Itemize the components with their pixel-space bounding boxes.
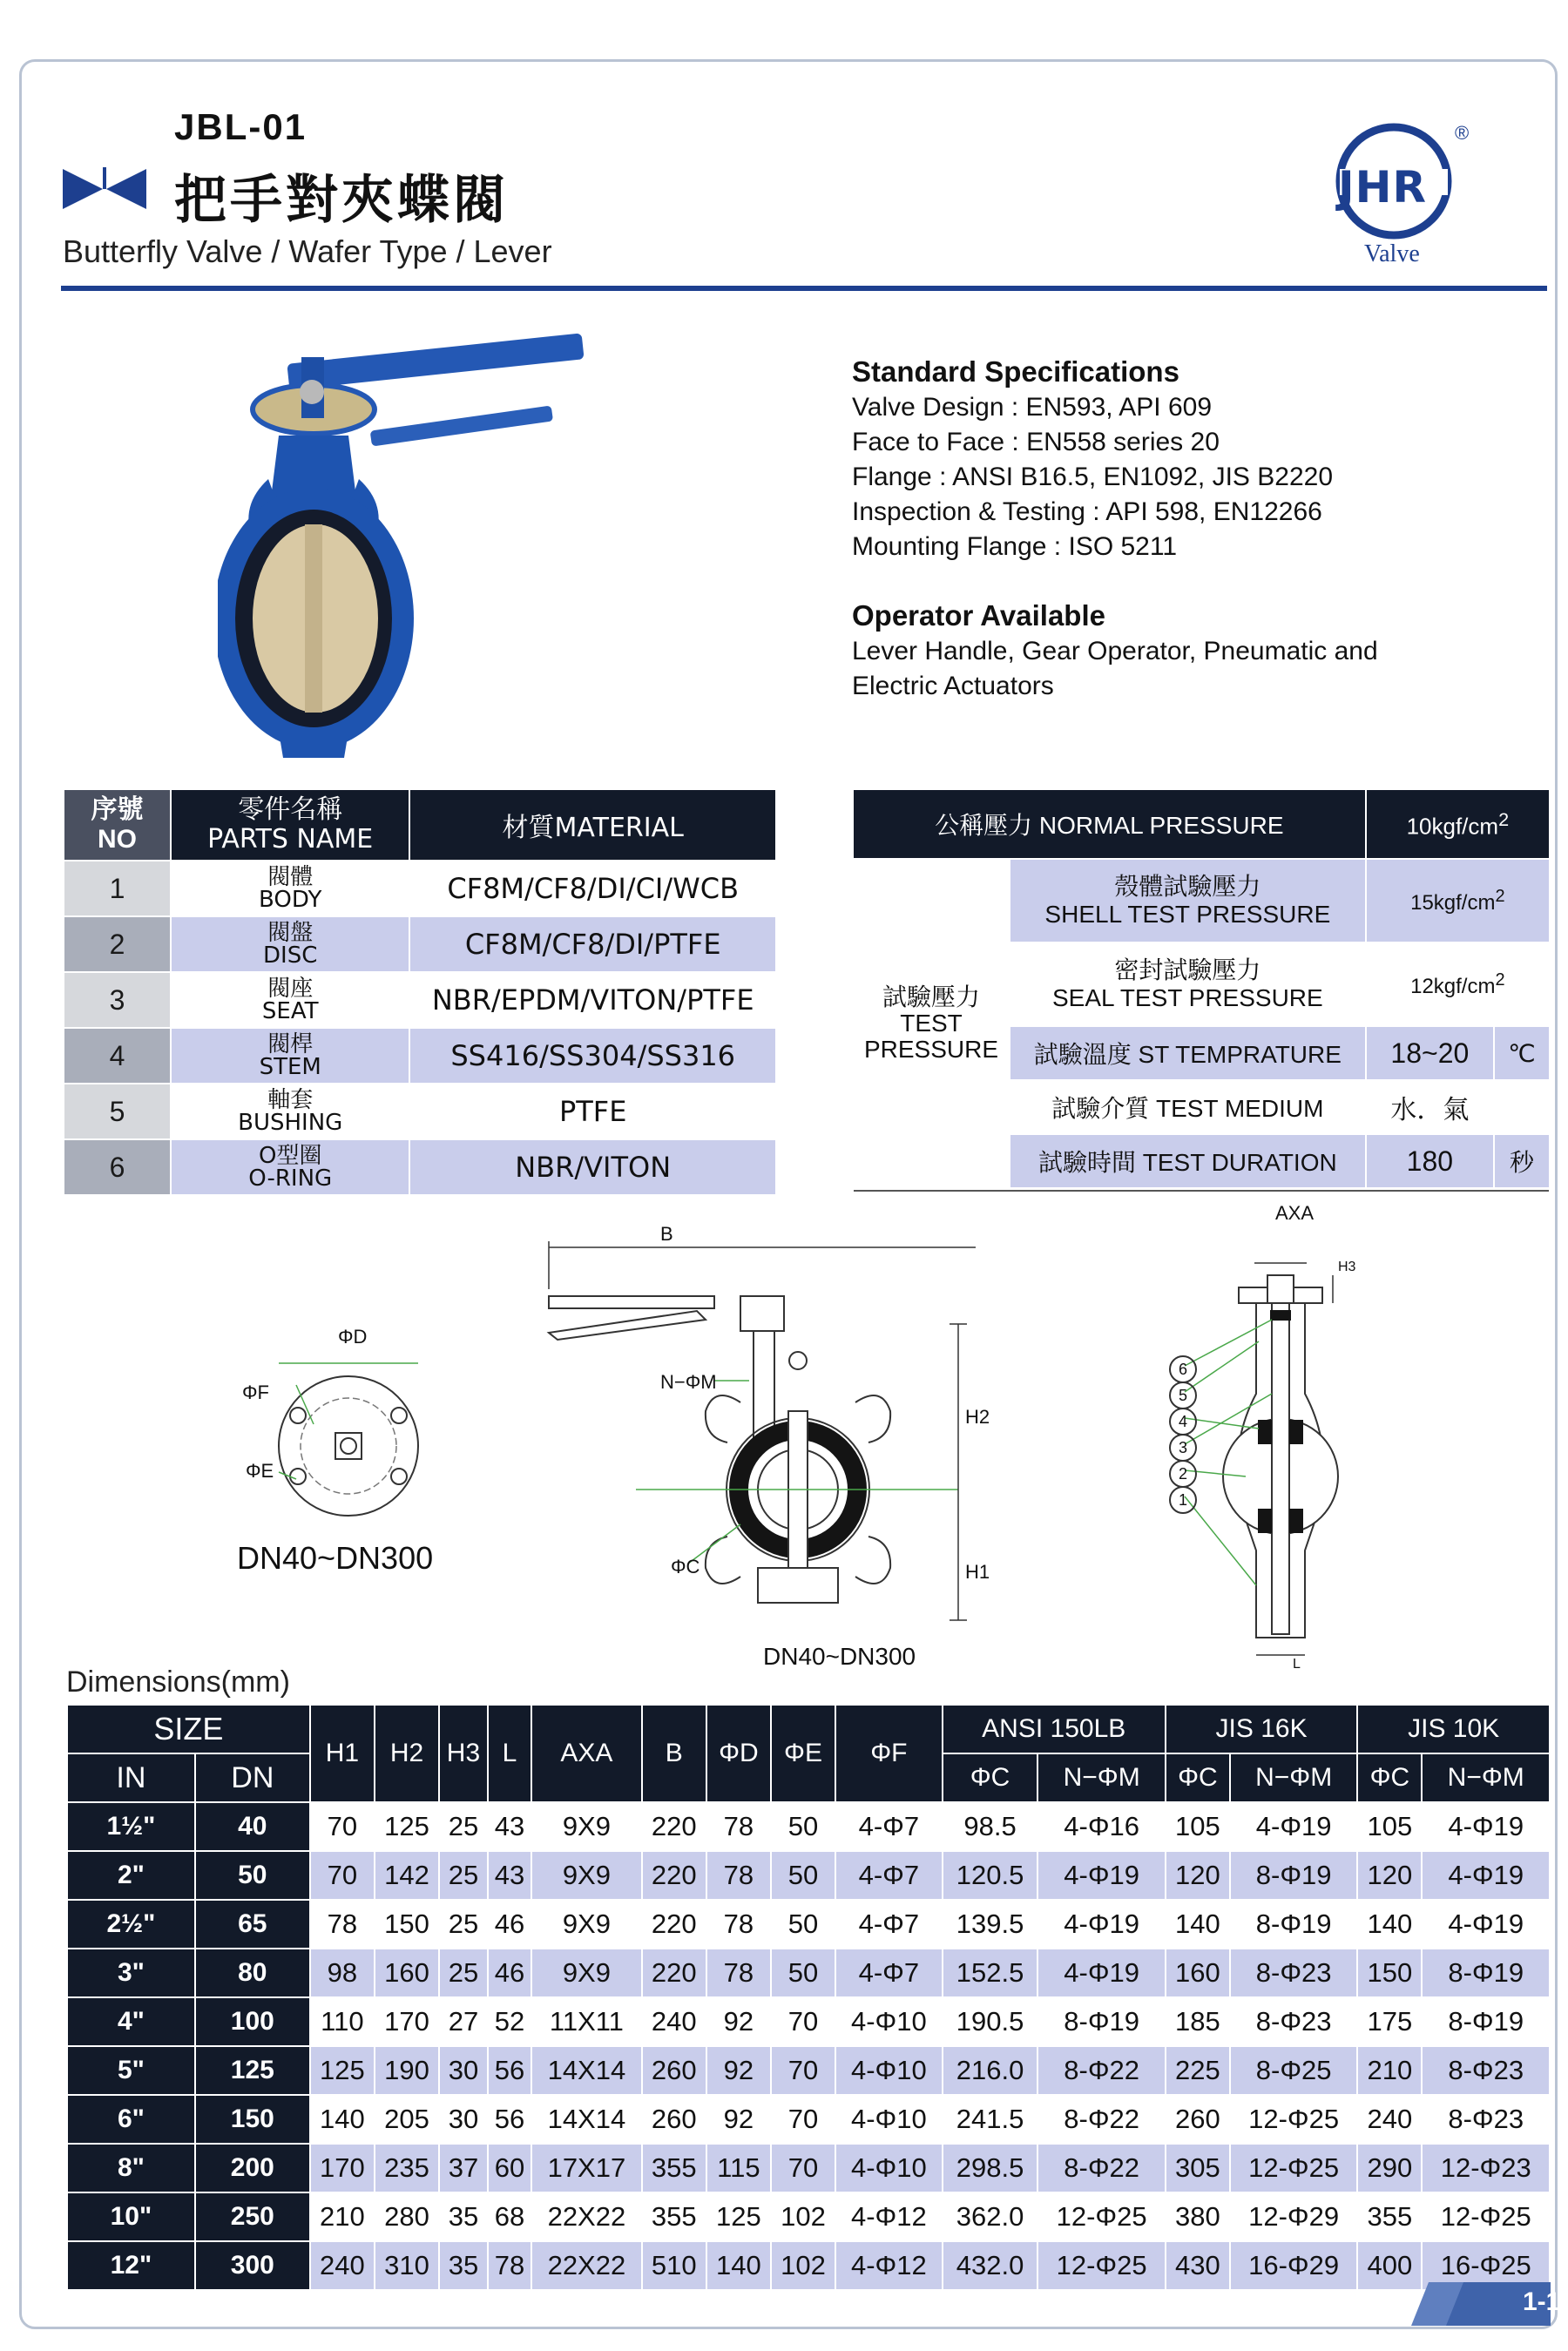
header-in: IN: [67, 1753, 195, 1802]
dim-cell: 140: [1166, 1900, 1230, 1949]
part-material: CF8M/CF8/DI/CI/WCB: [409, 861, 776, 916]
shell-test-label: 殼體試驗壓力 SHELL TEST PRESSURE: [1010, 859, 1366, 942]
dim-cell: 11X11: [531, 1997, 641, 2046]
shell-test-value: $15kgf/cm^2$: [1366, 859, 1550, 942]
part-material: NBR/VITON: [409, 1139, 776, 1195]
dim-cell: 52: [488, 1997, 531, 2046]
header-col: AXA: [531, 1705, 641, 1802]
dim-cell: 4-Φ7: [835, 1949, 943, 1997]
dim-cell: 35: [439, 2241, 488, 2290]
dim-cell: 22X22: [531, 2241, 641, 2290]
size-in: 5": [67, 2046, 195, 2095]
size-dn: 200: [195, 2144, 310, 2192]
header-divider: [61, 286, 1547, 291]
size-in: 2½": [67, 1900, 195, 1949]
duration-unit: 秒: [1494, 1134, 1550, 1188]
dim-cell: 9X9: [531, 1900, 641, 1949]
header-jis10: JIS 10K: [1357, 1705, 1550, 1753]
size-dn: 300: [195, 2241, 310, 2290]
dim-cell: 78: [706, 1802, 771, 1851]
dim-cell: 190.5: [943, 1997, 1038, 2046]
dim-cell: 35: [439, 2192, 488, 2241]
dim-cell: 78: [488, 2241, 531, 2290]
dim-cell: 190: [375, 2046, 439, 2095]
balloon-4: 4: [1169, 1408, 1197, 1436]
dim-cell: 43: [488, 1851, 531, 1900]
dim-cell: 4-Φ12: [835, 2241, 943, 2290]
dim-cell: 17X17: [531, 2144, 641, 2192]
size-dn: 125: [195, 2046, 310, 2095]
part-material: CF8M/CF8/DI/PTFE: [409, 916, 776, 972]
dim-cell: 4-Φ19: [1230, 1802, 1357, 1851]
shell-test-row: [853, 859, 1550, 942]
dim-cell: 78: [706, 1851, 771, 1900]
dim-cell: 92: [706, 1997, 771, 2046]
part-no: 6: [64, 1139, 171, 1195]
dim-cell: 4-Φ10: [835, 1997, 943, 2046]
dim-cell: 120: [1357, 1851, 1422, 1900]
normal-pressure-label: 公稱壓力 NORMAL PRESSURE: [853, 789, 1366, 859]
dim-cell: 210: [1357, 2046, 1422, 2095]
dim-cell: 125: [706, 2192, 771, 2241]
dim-header-row-1: [67, 1705, 1550, 1753]
table-row: [67, 2046, 1550, 2095]
size-in: 4": [67, 1997, 195, 2046]
dim-cell: 142: [375, 1851, 439, 1900]
table-row: [67, 1900, 1550, 1949]
header-nm: N−ΦM: [1230, 1753, 1357, 1802]
table-row: [64, 1139, 776, 1195]
operator-line: Lever Handle, Gear Operator, Pneumatic and: [852, 637, 1378, 665]
dim-cell: 152.5: [943, 1949, 1038, 1997]
dim-cell: 260: [642, 2095, 706, 2144]
dim-cell: 355: [642, 2192, 706, 2241]
spec-line: Inspection & Testing : API 598, EN12266: [852, 497, 1322, 526]
label-AXA: AXA: [1275, 1202, 1315, 1224]
duration-value: 180: [1366, 1134, 1494, 1188]
dim-cell: 25: [439, 1851, 488, 1900]
dim-cell: 380: [1166, 2192, 1230, 2241]
temperature-label: 試驗溫度 ST TEMPRATURE: [1010, 1026, 1366, 1080]
size-in: 6": [67, 2095, 195, 2144]
dim-cell: 150: [1357, 1949, 1422, 1997]
dimensions-table: [66, 1704, 1551, 2291]
header-phiC: ΦC: [943, 1753, 1038, 1802]
dim-cell: 14X14: [531, 2046, 641, 2095]
dim-cell: 260: [642, 2046, 706, 2095]
medium-unit: [1494, 1080, 1550, 1134]
dim-cell: 102: [771, 2241, 835, 2290]
dim-cell: 9X9: [531, 1949, 641, 1997]
part-material: SS416/SS304/SS316: [409, 1028, 776, 1084]
dim-cell: 70: [310, 1802, 375, 1851]
dim-cell: 37: [439, 2144, 488, 2192]
dim-cell: 4-Φ19: [1037, 1949, 1165, 1997]
dim-cell: 70: [771, 2095, 835, 2144]
dim-cell: 160: [375, 1949, 439, 1997]
seal-test-label: 密封試驗壓力 SEAL TEST PRESSURE: [1010, 942, 1366, 1026]
header-nm: N−ΦM: [1037, 1753, 1165, 1802]
header-col: H1: [310, 1705, 375, 1802]
label-phiE: ΦE: [246, 1460, 274, 1482]
dim-cell: 9X9: [531, 1851, 641, 1900]
dim-cell: 105: [1166, 1802, 1230, 1851]
size-in: 2": [67, 1851, 195, 1900]
dim-cell: 16-Φ29: [1230, 2241, 1357, 2290]
temperature-unit: ℃: [1494, 1026, 1550, 1080]
dim-cell: 92: [706, 2046, 771, 2095]
dim-cell: 8-Φ22: [1037, 2046, 1165, 2095]
dim-cell: 290: [1357, 2144, 1422, 2192]
dim-cell: 110: [310, 1997, 375, 2046]
size-dn: 50: [195, 1851, 310, 1900]
dim-cell: 12-Φ29: [1230, 2192, 1357, 2241]
dim-cell: 430: [1166, 2241, 1230, 2290]
balloon-3: 3: [1169, 1434, 1197, 1462]
dim-cell: 432.0: [943, 2241, 1038, 2290]
part-name: 閥桿 STEM: [171, 1028, 409, 1084]
dim-cell: 4-Φ7: [835, 1802, 943, 1851]
duration-label: 試驗時間 TEST DURATION: [1010, 1134, 1366, 1188]
dim-cell: 50: [771, 1851, 835, 1900]
label-B: B: [660, 1223, 673, 1245]
front-range-label: DN40~DN300: [763, 1643, 916, 1670]
header-col: L: [488, 1705, 531, 1802]
size-dn: 100: [195, 1997, 310, 2046]
table-row: [67, 1802, 1550, 1851]
size-in: 8": [67, 2144, 195, 2192]
dim-cell: 68: [488, 2192, 531, 2241]
dim-cell: 25: [439, 1900, 488, 1949]
dim-cell: 175: [1357, 1997, 1422, 2046]
standard-specs-title: Standard Specifications: [852, 355, 1179, 388]
dim-cell: 140: [1357, 1900, 1422, 1949]
dim-cell: 50: [771, 1949, 835, 1997]
header-col: H3: [439, 1705, 488, 1802]
header-col: ΦE: [771, 1705, 835, 1802]
dim-cell: 125: [310, 2046, 375, 2095]
part-no: 2: [64, 916, 171, 972]
header-nm: N−ΦM: [1422, 1753, 1550, 1802]
dim-cell: 50: [771, 1900, 835, 1949]
dim-cell: 8-Φ19: [1230, 1851, 1357, 1900]
label-NM: N−ΦM: [660, 1371, 717, 1393]
dim-cell: 115: [706, 2144, 771, 2192]
dim-cell: 30: [439, 2095, 488, 2144]
dim-cell: 4-Φ7: [835, 1851, 943, 1900]
balloon-5: 5: [1169, 1382, 1197, 1409]
dim-cell: 170: [375, 1997, 439, 2046]
dim-cell: 280: [375, 2192, 439, 2241]
dim-cell: 8-Φ22: [1037, 2095, 1165, 2144]
header-ansi: ANSI 150LB: [943, 1705, 1166, 1753]
label-H2: H2: [965, 1406, 990, 1428]
butterfly-valve-symbol-icon: [61, 166, 148, 213]
logo-subtext: Valve: [1364, 240, 1420, 267]
header-dn: DN: [195, 1753, 310, 1802]
table-row: [67, 1949, 1550, 1997]
dim-cell: 4-Φ10: [835, 2144, 943, 2192]
dim-cell: 355: [1357, 2192, 1422, 2241]
label-H1: H1: [965, 1561, 990, 1583]
dim-cell: 25: [439, 1802, 488, 1851]
operator-line: Electric Actuators: [852, 672, 1054, 700]
dim-cell: 140: [706, 2241, 771, 2290]
flange-range-label: DN40~DN300: [237, 1540, 434, 1576]
part-no: 3: [64, 972, 171, 1028]
header-no: 序號 NO: [64, 789, 171, 861]
dim-cell: 4-Φ10: [835, 2095, 943, 2144]
header-col: B: [642, 1705, 706, 1802]
label-H3: H3: [1338, 1260, 1356, 1274]
size-dn: 40: [195, 1802, 310, 1851]
dim-cell: 240: [642, 1997, 706, 2046]
dim-cell: 16-Φ25: [1422, 2241, 1550, 2290]
dim-cell: 210: [310, 2192, 375, 2241]
dim-cell: 160: [1166, 1949, 1230, 1997]
table-row: [67, 2192, 1550, 2241]
part-material: PTFE: [409, 1084, 776, 1139]
registered-mark: ®: [1455, 122, 1470, 144]
header-material: 材質MATERIAL: [409, 789, 776, 861]
header-col: ΦD: [706, 1705, 771, 1802]
dim-cell: 220: [642, 1851, 706, 1900]
label-phiF: ΦF: [242, 1382, 269, 1403]
test-pressure-label: 試驗壓力 TEST PRESSURE: [853, 859, 1010, 1188]
flange-drawing: [244, 1324, 470, 1533]
spec-line: Mounting Flange : ISO 5211: [852, 532, 1178, 561]
dim-cell: 4-Φ10: [835, 2046, 943, 2095]
dim-cell: 4-Φ16: [1037, 1802, 1165, 1851]
dim-cell: 30: [439, 2046, 488, 2095]
dim-cell: 4-Φ19: [1422, 1900, 1550, 1949]
model-number: JBL-01: [174, 106, 308, 147]
dim-cell: 125: [375, 1802, 439, 1851]
label-phiC: ΦC: [671, 1556, 700, 1577]
dim-cell: 185: [1166, 1997, 1230, 2046]
pressure-table: [852, 788, 1551, 1189]
dim-cell: 510: [642, 2241, 706, 2290]
dim-cell: 4-Φ19: [1422, 1802, 1550, 1851]
company-logo: [1331, 122, 1479, 270]
table-row: [64, 972, 776, 1028]
dim-cell: 46: [488, 1900, 531, 1949]
title-chinese: 把手對夾蝶閥: [174, 170, 509, 231]
balloon-1: 1: [1169, 1486, 1197, 1514]
balloon-6: 6: [1169, 1355, 1197, 1383]
header-col: ΦF: [835, 1705, 943, 1802]
part-material: NBR/EPDM/VITON/PTFE: [409, 972, 776, 1028]
dim-cell: 78: [310, 1900, 375, 1949]
dim-cell: 8-Φ19: [1037, 1997, 1165, 2046]
valve-product-image: [218, 322, 610, 767]
table-row: [64, 1028, 776, 1084]
dim-cell: 310: [375, 2241, 439, 2290]
dim-cell: 362.0: [943, 2192, 1038, 2241]
dim-cell: 102: [771, 2192, 835, 2241]
dim-cell: 240: [310, 2241, 375, 2290]
page-number: 1-1: [1523, 2287, 1561, 2316]
dim-cell: 241.5: [943, 2095, 1038, 2144]
size-in: 1½": [67, 1802, 195, 1851]
dim-cell: 170: [310, 2144, 375, 2192]
size-dn: 150: [195, 2095, 310, 2144]
dim-cell: 78: [706, 1949, 771, 1997]
dim-cell: 260: [1166, 2095, 1230, 2144]
size-in: 12": [67, 2241, 195, 2290]
dim-cell: 4-Φ12: [835, 2192, 943, 2241]
table-row: [64, 861, 776, 916]
pressure-underline: [854, 1190, 1549, 1192]
size-in: 3": [67, 1949, 195, 1997]
dim-cell: 8-Φ19: [1422, 1949, 1550, 1997]
dim-cell: 139.5: [943, 1900, 1038, 1949]
dim-cell: 56: [488, 2046, 531, 2095]
header-phiC: ΦC: [1357, 1753, 1422, 1802]
part-no: 1: [64, 861, 171, 916]
table-row: [67, 1997, 1550, 2046]
dim-cell: 120.5: [943, 1851, 1038, 1900]
dim-cell: 70: [771, 2046, 835, 2095]
header-parts-name: 零件名稱 PARTS NAME: [171, 789, 409, 861]
dim-cell: 98.5: [943, 1802, 1038, 1851]
dim-cell: 12-Φ25: [1422, 2192, 1550, 2241]
label-L: L: [1293, 1657, 1301, 1672]
normal-pressure-value: $10kgf/cm^2$: [1366, 789, 1550, 859]
dim-cell: 216.0: [943, 2046, 1038, 2095]
part-no: 5: [64, 1084, 171, 1139]
dim-cell: 355: [642, 2144, 706, 2192]
dim-cell: 8-Φ25: [1230, 2046, 1357, 2095]
table-row: [67, 2095, 1550, 2144]
dim-cell: 46: [488, 1949, 531, 1997]
dim-cell: 70: [310, 1851, 375, 1900]
spec-line: Flange : ANSI B16.5, EN1092, JIS B2220: [852, 463, 1334, 491]
dim-cell: 56: [488, 2095, 531, 2144]
dim-cell: 98: [310, 1949, 375, 1997]
dim-cell: 105: [1357, 1802, 1422, 1851]
dim-cell: 240: [1357, 2095, 1422, 2144]
dim-cell: 305: [1166, 2144, 1230, 2192]
dim-cell: 12-Φ25: [1230, 2144, 1357, 2192]
dim-cell: 50: [771, 1802, 835, 1851]
dim-cell: 4-Φ19: [1037, 1851, 1165, 1900]
dim-cell: 205: [375, 2095, 439, 2144]
dim-cell: 4-Φ19: [1037, 1900, 1165, 1949]
dimensions-title: Dimensions(mm): [66, 1665, 290, 1699]
dim-cell: 60: [488, 2144, 531, 2192]
dim-cell: 235: [375, 2144, 439, 2192]
dim-cell: 8-Φ19: [1422, 1997, 1550, 2046]
dim-cell: 12-Φ25: [1230, 2095, 1357, 2144]
size-in: 10": [67, 2192, 195, 2241]
dim-cell: 70: [771, 1997, 835, 2046]
dim-cell: 220: [642, 1900, 706, 1949]
logo-text: JHR: [1338, 162, 1427, 213]
dim-cell: 92: [706, 2095, 771, 2144]
dim-cell: 4-Φ19: [1422, 1851, 1550, 1900]
table-row: [67, 1851, 1550, 1900]
dim-cell: 70: [771, 2144, 835, 2192]
dim-cell: 220: [642, 1802, 706, 1851]
dim-cell: 43: [488, 1802, 531, 1851]
balloon-2: 2: [1169, 1460, 1197, 1488]
normal-pressure-row: [853, 789, 1550, 859]
label-phiD: ΦD: [338, 1326, 368, 1348]
dim-cell: 8-Φ23: [1422, 2046, 1550, 2095]
parts-header-row: [64, 789, 776, 861]
dim-cell: 14X14: [531, 2095, 641, 2144]
dim-cell: 27: [439, 1997, 488, 2046]
dim-cell: 78: [706, 1900, 771, 1949]
parts-table: [63, 788, 777, 1196]
part-name: 軸套 BUSHING: [171, 1084, 409, 1139]
dim-cell: 4-Φ7: [835, 1900, 943, 1949]
temperature-value: 18~20: [1366, 1026, 1494, 1080]
spec-line: Face to Face : EN558 series 20: [852, 428, 1220, 456]
dim-cell: 22X22: [531, 2192, 641, 2241]
dim-cell: 400: [1357, 2241, 1422, 2290]
dim-cell: 25: [439, 1949, 488, 1997]
dim-cell: 140: [310, 2095, 375, 2144]
operator-title: Operator Available: [852, 599, 1105, 632]
part-name: 閥體 BODY: [171, 861, 409, 916]
dim-cell: 8-Φ19: [1230, 1900, 1357, 1949]
table-row: [67, 2144, 1550, 2192]
dim-cell: 12-Φ25: [1037, 2192, 1165, 2241]
dim-cell: 225: [1166, 2046, 1230, 2095]
dim-cell: 150: [375, 1900, 439, 1949]
header-jis16: JIS 16K: [1166, 1705, 1358, 1753]
part-no: 4: [64, 1028, 171, 1084]
size-dn: 250: [195, 2192, 310, 2241]
part-name: 閥盤 DISC: [171, 916, 409, 972]
dim-cell: 298.5: [943, 2144, 1038, 2192]
spec-line: Valve Design : EN593, API 609: [852, 393, 1213, 422]
header-col: H2: [375, 1705, 439, 1802]
medium-value: 水．氣: [1366, 1080, 1494, 1134]
part-name: 閥座 SEAT: [171, 972, 409, 1028]
dim-cell: 8-Φ23: [1230, 1997, 1357, 2046]
dim-cell: 12-Φ23: [1422, 2144, 1550, 2192]
table-row: [64, 916, 776, 972]
seal-test-value: $12kgf/cm^2$: [1366, 942, 1550, 1026]
medium-label: 試驗介質 TEST MEDIUM: [1010, 1080, 1366, 1134]
header-size: SIZE: [67, 1705, 310, 1753]
header-phiC: ΦC: [1166, 1753, 1230, 1802]
size-dn: 80: [195, 1949, 310, 1997]
dim-cell: 9X9: [531, 1802, 641, 1851]
dim-cell: 8-Φ23: [1230, 1949, 1357, 1997]
dim-cell: 12-Φ25: [1037, 2241, 1165, 2290]
table-row: [67, 2241, 1550, 2290]
dim-cell: 8-Φ22: [1037, 2144, 1165, 2192]
size-dn: 65: [195, 1900, 310, 1949]
dim-cell: 220: [642, 1949, 706, 1997]
part-name: O型圈 O-RING: [171, 1139, 409, 1195]
dim-cell: 120: [1166, 1851, 1230, 1900]
table-row: [64, 1084, 776, 1139]
dim-cell: 8-Φ23: [1422, 2095, 1550, 2144]
title-english: Butterfly Valve / Wafer Type / Lever: [63, 233, 552, 269]
front-view-drawing: [540, 1237, 993, 1638]
